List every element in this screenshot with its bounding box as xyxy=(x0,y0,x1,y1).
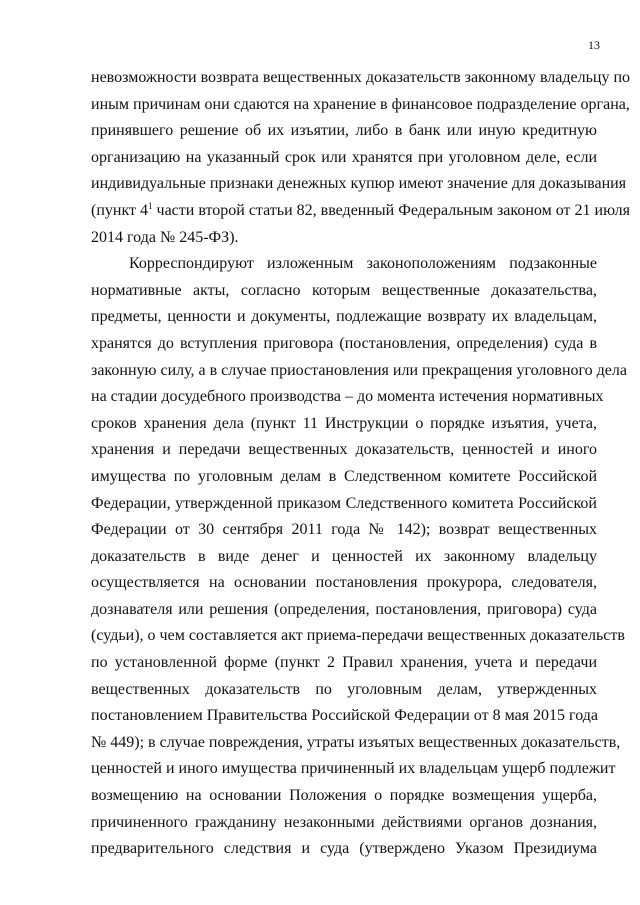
text-line: предварительного следствия и суда (утверждено Указом Президиума xyxy=(91,840,597,858)
text-line: невозможности возврата вещественных доказательств законному владельцу по xyxy=(91,69,631,86)
text-line: иным причинам они сдаются на хранение в финансовое подразделение органа, xyxy=(91,95,630,113)
paragraph-2 xyxy=(91,251,627,863)
text-line: сроков хранения дела (пункт 11 Инструкции о порядке изъятия, учета, xyxy=(91,414,597,432)
body-text xyxy=(91,65,631,863)
text-line: принявшего решение об их изъятии, либо в банк или иную кредитную xyxy=(91,122,597,140)
text-line: законную силу, а в случае приостановления или прекращения уголовного дела xyxy=(91,361,627,379)
text-line: хранения и передачи вещественных доказательств, ценностей и иного xyxy=(91,441,597,459)
text-line: (судьи), о чем составляется акт приема-передачи вещественных доказательств xyxy=(91,627,625,645)
text-line: ценностей и иного имущества причиненный их владельцам ущерб подлежит xyxy=(91,760,616,778)
text-line: дознавателя или решения (определения, постановления, приговора) суда xyxy=(91,600,597,618)
text-line: № 449); в случае повреждения, утраты изъятых вещественных доказательств, xyxy=(91,733,621,751)
superscript: 1 xyxy=(148,200,153,211)
paragraph-1 xyxy=(91,65,631,251)
text-line: 2014 года № 245-ФЗ). xyxy=(91,228,239,246)
text-line: Федерации от 30 сентября 2011 года № 142); возврат вещественных xyxy=(91,521,597,539)
text-fragment: части второй статьи 82, введенный Федеральным законом от 21 июля xyxy=(152,201,630,219)
text-line: осуществляется на основании постановления прокурора, следователя, xyxy=(91,574,597,592)
text-line: постановлением Правительства Российской Федерации от 8 мая 2015 года xyxy=(91,707,598,725)
text-line: причиненного гражданину незаконными действиями органов дознания, xyxy=(91,813,597,831)
text-line: на стадии досудебного производства – до момента истечения нормативных xyxy=(91,388,604,406)
text-line: индивидуальные признаки денежных купюр имеют значение для доказывания xyxy=(91,175,627,193)
text-line: предметы, ценности и документы, подлежащие возврату их владельцам, xyxy=(91,308,597,326)
text-line: хранятся до вступления приговора (постановления, определения) суда в xyxy=(91,334,597,352)
text-line: имущества по уголовным делам в Следственном комитете Российской xyxy=(91,467,597,485)
text-line: организацию на указанный срок или хранятся при уголовном деле, если xyxy=(91,148,597,166)
text-line: возмещению на основании Положения о порядке возмещения ущерба, xyxy=(91,787,597,805)
text-line: доказательств в виде денег и ценностей их законному владельцу xyxy=(91,547,597,565)
text-line: Корреспондируют изложенным законоположениям подзаконные xyxy=(129,255,597,273)
text-line: Федерации, утвержденной приказом Следственного комитета Российской xyxy=(91,494,597,512)
text-line-with-superscript xyxy=(91,198,630,225)
page-number: 13 xyxy=(588,38,600,52)
text-line: вещественных доказательств по уголовным делам, утвержденных xyxy=(91,680,597,698)
text-fragment: (пункт 4 xyxy=(91,201,149,219)
text-line: нормативные акты, согласно которым вещественные доказательства, xyxy=(91,281,597,299)
text-line: по установленной форме (пункт 2 Правил хранения, учета и передачи xyxy=(91,654,597,672)
